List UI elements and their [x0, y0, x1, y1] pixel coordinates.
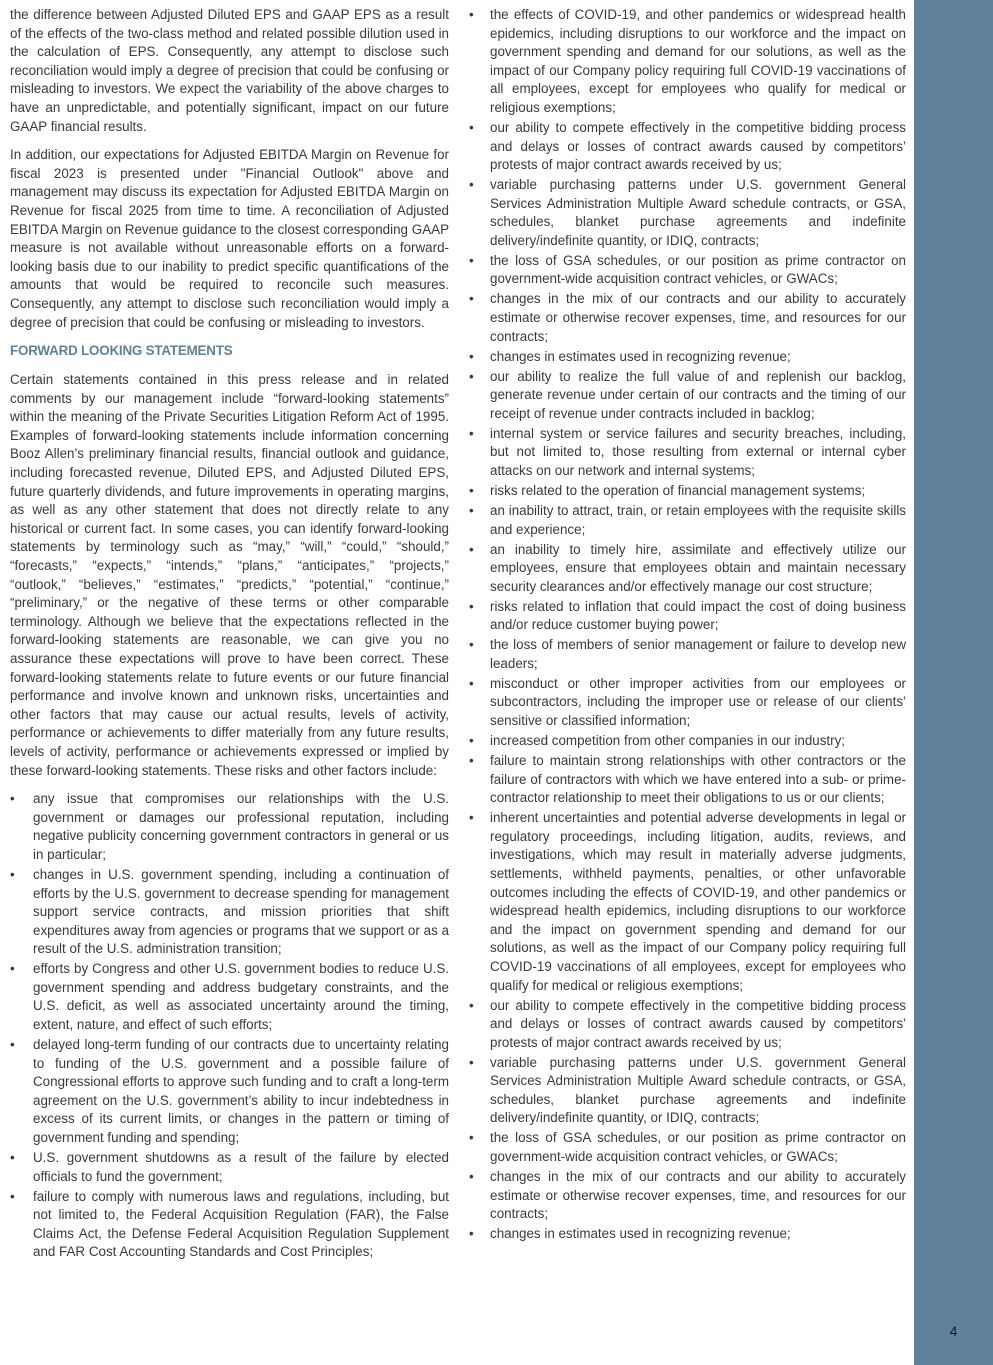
list-item-text: delayed long-term funding of our contracts due to uncertainty relating to funding of the U.S. government and a possible failure of Congressional efforts to approve such funding and to craft a long-term agreement on the U.S. government’s ability to incur indebtedness in excess of its current limits, or changes in the pattern or timing of government funding and spending; [33, 1037, 449, 1146]
list-item [10, 790, 449, 864]
bullet-icon: • [469, 482, 474, 498]
bullet-icon: • [469, 810, 474, 826]
bullet-icon: • [469, 368, 474, 384]
list-item [467, 997, 906, 1053]
page-number: 4 [949, 1323, 958, 1339]
list-item-text: changes in estimates used in recognizing revenue; [490, 348, 791, 364]
list-item-text: risks related to inflation that could impact the cost of doing business and/or reduce customer buying power; [490, 598, 906, 633]
list-item-text: failure to maintain strong relationships with other contractors or the failure of contractors with which we have entered into a sub- or prime- contractor relationship to meet their obligations to us or our clients; [490, 753, 906, 806]
list-item-text: failure to comply with numerous laws and regulations, including, but not limited to, the Federal Acquisition Regulation (FAR), the False Claims Act, the Defense Federal Acquisition Regulation Supplement and FAR Cost Accounting Standards and Cost Principles; [33, 1188, 449, 1260]
list-item [467, 482, 906, 501]
right-column [467, 6, 906, 1245]
list-item-text: inherent uncertainties and potential adverse developments in legal or regulatory proceedings, including litigation, audits, reviews, and investigations, which may result in materially adverse judgments, settlements, withheld payments, penalties, or other unfavorable outcomes including the effects of COVID-19, and other pandemics or widespread health epidemics, including disruptions to our workforce and the impact on government spending and demand for our solutions, as well as the impact of our Company policy requiring full COVID-19 vaccinations of all employees, except for employees who qualify for medical or religious exemptions; [490, 810, 906, 993]
bullet-icon: • [469, 502, 474, 518]
section-heading-forward-looking: FORWARD LOOKING STATEMENTS [10, 343, 233, 359]
list-item [467, 6, 906, 118]
list-item [467, 1054, 906, 1128]
list-item-text: changes in the mix of our contracts and our ability to accurately estimate or otherwise recover expenses, time, and resources for our contracts; [490, 1169, 906, 1222]
bullet-icon: • [469, 637, 474, 653]
list-item [467, 290, 906, 346]
bullet-icon: • [469, 348, 474, 364]
list-item [467, 752, 906, 808]
paragraph-forward-looking-intro: Certain statements contained in this press release and in related comments by our management include “forward-looking statements” within the meaning of the Private Securities Litigation Reform Act of 1995. Examples of forward-looking statements include information concerning Booz Allen’s preliminary financial results, financial outlook and guidance, including forecasted revenue, Diluted EPS, and Adjusted Diluted EPS, future quarterly dividends, and future improvements in operating margins, as well as any other statement that does not directly relate to any historical or current fact. In some cases, you can identify forward-looking statements by terminology such as “may,” “will,” “could,” “should,” “forecasts,” “expects,” “intends,” “plans,” “anticipates,” “projects,” “outlook,” “believes,” “estimates,” “predicts,” “potential,” “continue,” “preliminary,” or the negative of these terms or other comparable terminology. Although we believe that the expectations reflected in the forward-looking statements are reasonable, we can give you no assurance these expectations will prove to have been correct. These forward-looking statements relate to future events or our future financial performance and involve known and unknown risks, uncertainties and other factors that may cause our actual results, levels of activity, performance or achievements to differ materially from any future results, levels of activity, performance or achievements expressed or implied by these forward-looking statements. These risks and other factors include: [10, 372, 449, 778]
bullet-icon: • [469, 733, 474, 749]
bullet-icon: • [469, 1226, 474, 1242]
paragraph-ebitda-margin: In addition, our expectations for Adjusted EBITDA Margin on Revenue for fiscal 2023 is presented under "Financial Outlook" above and management may discuss its expectation for Adjusted EBITDA Margin on Revenue for fiscal 2025 from time to time. A reconciliation of Adjusted EBITDA Margin on Revenue guidance to the closest corresponding GAAP measure is not available without unreasonable efforts on a forward-looking basis due to our inability to predict specific quantifications of the amounts that would be required to reconcile such measures. Consequently, any attempt to disclose such reconciliation would imply a degree of precision that could be confusing or misleading to investors. [10, 147, 449, 330]
list-item [10, 960, 449, 1034]
list-item [467, 541, 906, 597]
list-item [10, 1036, 449, 1148]
list-item-text: an inability to attract, train, or retain employees with the requisite skills and experience; [490, 502, 906, 537]
list-item-text: risks related to the operation of financial management systems; [490, 482, 866, 498]
sidebar-accent-band [914, 0, 993, 1365]
list-item [10, 1188, 449, 1262]
list-item [467, 732, 906, 751]
list-item [467, 425, 906, 481]
list-item-text: variable purchasing patterns under U.S. government General Services Administration Multiple Award schedule contracts, or GSA, schedules, blanket purchase agreements and indefinite delivery/indefinite quantity, or IDIQ, contracts; [490, 1054, 906, 1126]
list-item-text: any issue that compromises our relationships with the U.S. government or damages our professional reputation, including negative publicity concerning government contractors in general or us in particular; [33, 791, 449, 862]
bullet-icon: • [10, 1188, 15, 1204]
list-item-text: the loss of GSA schedules, or our position as prime contractor on government-wide acquisition contract vehicles, or GWACs; [490, 252, 906, 287]
list-item-text: changes in U.S. government spending, including a continuation of efforts by the U.S. government to decrease spending for management support service contracts, and mission priorities that shift expenditures away from agencies or programs that we support or as a result of the U.S. administration transition; [33, 866, 449, 957]
list-item [467, 598, 906, 635]
list-item-text: changes in the mix of our contracts and our ability to accurately estimate or otherwise recover expenses, time, and resources for our contracts; [490, 291, 906, 344]
list-item [467, 502, 906, 539]
bullet-icon: • [469, 1054, 474, 1070]
bullet-icon: • [469, 675, 474, 691]
list-item-text: misconduct or other improper activities from our employees or subcontractors, including the improper use or release of our clients’ sensitive or classified information; [490, 675, 906, 729]
list-item-text: internal system or service failures and security breaches, including, but not limited to, those resulting from external or internal cyber attacks on our network and internal systems; [490, 425, 906, 478]
bullet-icon: • [469, 177, 474, 193]
list-item-text: variable purchasing patterns under U.S. government General Services Administration Multiple Award schedule contracts, or GSA, schedules, blanket purchase agreements and indefinite delivery/indefinite quantity, or IDIQ, contracts; [490, 177, 906, 248]
bullet-icon: • [469, 252, 474, 268]
list-item [467, 252, 906, 289]
list-item [467, 1168, 906, 1224]
bullet-icon: • [469, 7, 474, 22]
bullet-icon: • [469, 753, 474, 769]
list-item [467, 1129, 906, 1166]
list-item-text: the loss of members of senior management or failure to develop new leaders; [490, 637, 906, 671]
bullet-icon: • [469, 598, 474, 614]
risk-factor-list-left [10, 790, 449, 1262]
list-item [467, 1225, 906, 1244]
bullet-icon: • [469, 291, 474, 307]
list-item-text: increased competition from other companies in our industry; [490, 733, 846, 749]
bullet-icon: • [10, 961, 15, 977]
bullet-icon: • [469, 119, 474, 135]
bullet-icon: • [469, 997, 474, 1013]
list-item [467, 176, 906, 250]
list-item [467, 368, 906, 424]
list-item [467, 675, 906, 731]
list-item [467, 119, 906, 175]
list-item-text: our ability to realize the full value of and replenish our backlog, generate revenue under certain of our contracts and the timing of our receipt of revenue under contracts included in backlog; [490, 368, 906, 421]
bullet-icon: • [10, 1037, 15, 1053]
list-item-text: the effects of COVID-19, and other pandemics or widespread health epidemics, including disruptions to our workforce and the impact on government spending and demand for our solutions, as well as the impact of our Company policy requiring full COVID-19 vaccinations of all employees, except for employees who qualify for medical or religious exemptions; [490, 7, 906, 115]
list-item-text: U.S. government shutdowns as a result of the failure by elected officials to fund the government; [33, 1150, 449, 1184]
list-item-text: the loss of GSA schedules, or our position as prime contractor on government-wide acquisition contract vehicles, or GWACs; [490, 1130, 906, 1165]
bullet-icon: • [10, 791, 15, 807]
list-item [467, 809, 906, 995]
list-item [467, 636, 906, 673]
list-item-text: our ability to compete effectively in the competitive bidding process and delays or losses of contract awards caused by competitors’ protests of major contract awards received by us; [490, 997, 906, 1050]
list-item [467, 348, 906, 367]
list-item [10, 1149, 449, 1186]
left-column [10, 6, 449, 1263]
bullet-icon: • [10, 1150, 15, 1165]
bullet-icon: • [469, 1169, 474, 1185]
list-item [10, 866, 449, 959]
bullet-icon: • [469, 1130, 474, 1146]
risk-factor-list-right [467, 6, 906, 1244]
bullet-icon: • [10, 866, 15, 882]
list-item-text: efforts by Congress and other U.S. government bodies to reduce U.S. government spending and address budgetary constraints, and the U.S. deficit, as well as associated uncertainty around the timing, extent, nature, and effect of such efforts; [33, 961, 449, 1033]
list-item-text: changes in estimates used in recognizing revenue; [490, 1226, 791, 1242]
list-item-text: our ability to compete effectively in the competitive bidding process and delays or losses of contract awards caused by competitors’ protests of major contract awards received by us; [490, 119, 906, 173]
paragraph-eps-reconciliation: the difference between Adjusted Diluted EPS and GAAP EPS as a result of the effects of the two-class method and related possible dilution used in the calculation of EPS. Consequently, any attempt to disclose such reconciliation would imply a degree of precision that could be confusing or misleading to investors. We expect the variability of the above charges to have an unpredictable, and potentially significant, impact on our future GAAP financial results. [10, 7, 449, 134]
bullet-icon: • [469, 541, 474, 557]
list-item-text: an inability to timely hire, assimilate and effectively utilize our employees, ensure that employees obtain and maintain necessary security clearances and/or effectively manage our cost structure; [490, 541, 906, 594]
bullet-icon: • [469, 425, 474, 441]
